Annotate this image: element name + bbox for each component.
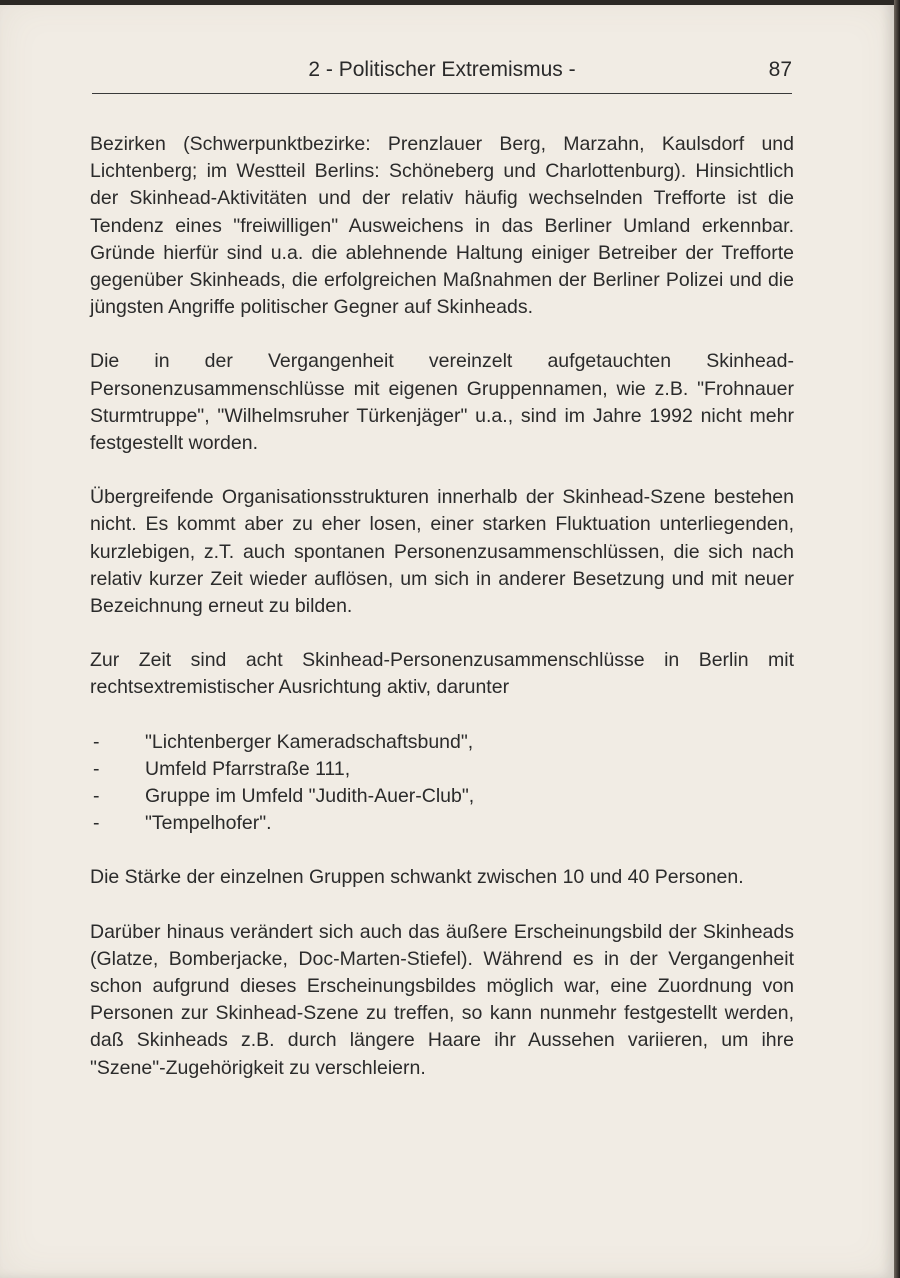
list-item-text: Gruppe im Umfeld "Judith-Auer-Club", (145, 785, 475, 808)
paragraph: Übergreifende Organisationsstrukturen innerhalb der Skinhead-Szene bestehen nicht. Es kommt aber zu eher losen, einer starken Fluktuation unterliegenden, kurzlebigen, z.T. auch spontanen Personenzusammenschlüssen, die sich nach relativ kurzer Zeit wieder auflösen, um sich in anderer Besetzung und mit neuer Bezeichnung erneut zu bilden. (90, 486, 794, 618)
body-text (90, 131, 794, 1082)
list-item (90, 783, 794, 810)
list-item-text: "Lichtenberger Kameradschaftsbund", (145, 730, 474, 753)
paragraph: Bezirken (Schwerpunktbezirke: Prenzlauer Berg, Marzahn, Kaulsdorf und Lichtenberg; im Westteil Berlins: Schöneberg und Charlottenburg). Hinsichtlich der Skinhead-Aktivitäten und der relativ häufig wechselnden Trefforte ist die Tendenz eines "freiwilligen" Ausweichens in das Berliner Umland erkennbar. Gründe hierfür sind u.a. die ablehnende Haltung einiger Betreiber der Trefforte gegenüber Skinheads, die erfolgreichen Maßnahmen der Berliner Polizei und die jüngsten Angriffe politischer Gegner auf Skinheads. (90, 133, 794, 319)
list-dash: - (93, 812, 100, 835)
running-head (92, 54, 792, 90)
scan-edge-top (0, 0, 900, 5)
list-dash: - (93, 730, 100, 753)
header-rule (92, 93, 792, 94)
book-spine-edge (894, 0, 900, 1278)
list-item-text: Umfeld Pfarrstraße 111, (145, 757, 351, 780)
paragraph: Die in der Vergangenheit vereinzelt aufgetauchten Skinhead-Personenzusammenschlüsse mit eigenen Gruppennamen, wie z.B. "Frohnauer Sturmtruppe", "Wilhelmsruher Türkenjäger" u.a., sind im Jahre 1992 nicht mehr festgestellt worden. (90, 350, 794, 455)
chapter-title: 2 - Politischer Extremismus - (308, 58, 576, 81)
paragraph: Darüber hinaus verändert sich auch das äußere Erscheinungsbild der Skinheads (Glatze, Bomberjacke, Doc-Marten-Stiefel). Während es in der Vergangenheit schon aufgrund dieses Erscheinungsbildes möglich war, eine Zuordnung von Personen zur Skinhead-Szene zu treffen, so kann nunmehr festgestellt werden, daß Skinheads z.B. durch längere Haare ihr Aussehen variieren, um ihre "Szene"-Zugehörigkeit zu verschleiern. (90, 920, 794, 1079)
list-item (90, 729, 794, 756)
list-dash: - (93, 785, 100, 808)
list-dash: - (93, 757, 100, 780)
list-item (90, 810, 794, 837)
paragraph: Die Stärke der einzelnen Gruppen schwankt zwischen 10 und 40 Personen. (90, 866, 744, 889)
list-item-text: "Tempelhofer". (145, 812, 272, 835)
list-item (90, 756, 794, 783)
paragraph: Zur Zeit sind acht Skinhead-Personenzusammenschlüsse in Berlin mit rechtsextremistischer Ausrichtung aktiv, darunter (90, 649, 794, 699)
page-number: 87 (768, 58, 792, 81)
group-list (90, 729, 794, 838)
